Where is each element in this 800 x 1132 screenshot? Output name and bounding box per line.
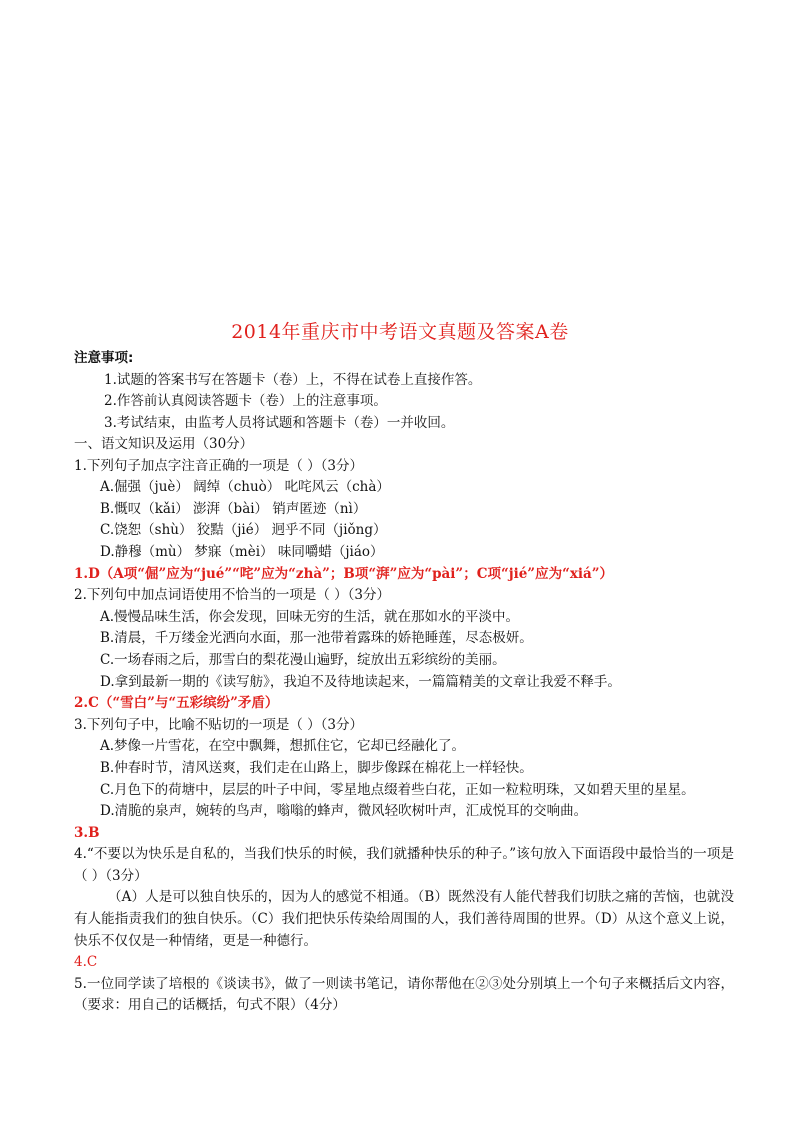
- question-3-stem: 3.下列句子中，比喻不贴切的一项是（ ）（3分）: [74, 716, 364, 733]
- notice-item-text: 2.作答前认真阅读答题卡（卷）上的注意事项。: [104, 393, 387, 410]
- question-2-option-a: A.慢慢品味生活，你会发现，回味无穷的生活，就在那如水的平淡中。: [100, 608, 520, 625]
- question-4-passage: （A）人是可以独自快乐的，因为人的感觉不相通。（B）既然没有人能代替我们切肤之痛的苦恼，也就没有人能指责我们的独自快乐。（C）我们把快乐传染给周围的人，我们善待周围的世界。（D）从这个意义上说，快乐不仅仅是一种情绪，更是一种德行。: [74, 889, 734, 949]
- question-5-stem: 5.一位同学读了培根的《谈读书》，做了一则读书笔记，请你帮他在②③处分别填上一个句子来概括后文内容，（要求：用自己的话概括，句式不限）（4分）: [74, 975, 734, 1014]
- question-1-stem: 1.下列句子加点字注音正确的一项是（ ）（3分）: [74, 457, 364, 474]
- question-2-option-b: B.清晨，千万缕金光洒向水面，那一池带着露珠的娇艳睡莲，尽态极妍。: [100, 630, 533, 647]
- question-4-answer: 4.C: [74, 954, 98, 971]
- question-2-option-d: D.拿到最新一期的《读写舫》，我迫不及待地读起来，一篇篇精美的文章让我爱不释手。: [100, 673, 621, 690]
- notice-item: [74, 391, 734, 413]
- question-2-answer: 2.C（“雪白”与“五彩缤纷”矛盾）: [74, 695, 279, 712]
- question-3-option-c: C.月色下的荷塘中，层层的叶子中间，零星地点缀着些白花，正如一粒粒明珠，又如碧天里的星星。: [100, 781, 695, 798]
- notice-section: [74, 348, 734, 434]
- section-heading: 一、语文知识及运用（30分）: [74, 436, 254, 452]
- question-2-stem: 2.下列句中加点词语使用不恰当的一项是（ ）（3分）: [74, 587, 391, 604]
- question-3-option-a: A.梦像一片雪花，在空中飘舞，想抓住它，它却已经融化了。: [100, 738, 466, 755]
- question-4-stem: 4.“不要以为快乐是自私的，当我们快乐的时候，我们就播种快乐的种子。”该句放入下面语段中最恰当的一项是（ ）（3分）: [74, 846, 734, 884]
- notice-item: 1.试题的答案书写在答题卡（卷）上，不得在试卷上直接作答。: [104, 371, 482, 388]
- question-1-answer: 1.D（A项“倔”应为“jué”“咤”应为“zhà”；B项“湃”应为“pài”；C项“jié”应为“xiá”）: [74, 565, 614, 582]
- question-3-option-b: B.仲春时节，清风送爽，我们走在山路上，脚步像踩在棉花上一样轻快。: [100, 759, 533, 776]
- notice-item: 3.考试结束，由监考人员将试题和答题卡（卷）一并收回。: [104, 414, 455, 431]
- page-title: 2014年重庆市中考语文真题及答案A卷: [231, 321, 569, 343]
- question-1-option-a: A.倔强（juè） 阔绰（chuò） 叱咤风云（chà）: [100, 479, 390, 496]
- question-3-answer: 3.B: [74, 824, 100, 841]
- notice-heading: 注意事项:: [74, 350, 134, 366]
- question-2-option-c: C.一场春雨之后，那雪白的梨花漫山遍野，绽放出五彩缤纷的美丽。: [100, 651, 506, 668]
- question-1-option-b: B.慨叹（kǎi） 澎湃（bài） 销声匿迹（nì）: [100, 500, 367, 517]
- question-1-option-d: D.静穆（mù） 梦寐（mèi） 味同嚼蜡（jiáo）: [100, 543, 384, 560]
- question-1-option-c: C.饶恕（shù） 狡黠（jié） 迥乎不同（jiǒng）: [100, 522, 387, 539]
- question-3-option-d: D.清脆的泉声，婉转的鸟声，嗡嗡的蜂声，微风轻吹树叶声，汇成悦耳的交响曲。: [100, 803, 588, 820]
- question-section: [74, 434, 734, 1017]
